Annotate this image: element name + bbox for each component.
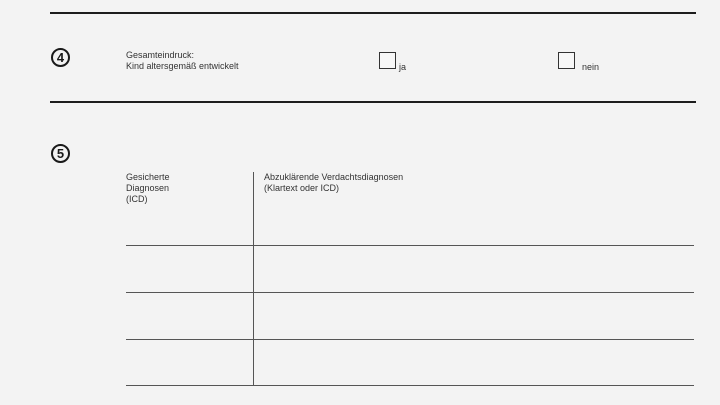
suspected-header-line-2: (Klartext oder ICD) — [264, 183, 340, 193]
suspected-diagnoses-column-header — [264, 172, 403, 194]
section-5-number: 5 — [51, 144, 70, 163]
diagnoses-header-line-1: Gesicherte — [126, 172, 170, 182]
table-row-line-2[interactable] — [126, 292, 694, 293]
question-subtitle: Kind altersgemäß entwickelt — [126, 61, 239, 71]
checkbox-nein[interactable] — [558, 52, 575, 69]
diagnoses-header-line-3: (ICD) — [126, 194, 148, 204]
section-4-question — [126, 50, 239, 72]
section-divider — [50, 101, 696, 103]
question-title: Gesamteindruck: — [126, 50, 195, 60]
section-4-number: 4 — [51, 48, 70, 67]
table-column-divider — [253, 172, 254, 386]
diagnoses-column-header — [126, 172, 170, 205]
checkbox-ja-label: ja — [399, 62, 407, 72]
top-divider — [50, 12, 696, 14]
checkbox-ja[interactable] — [379, 52, 396, 69]
table-row-line-4[interactable] — [126, 385, 694, 386]
table-row-line-1[interactable] — [126, 245, 694, 246]
table-row-line-3[interactable] — [126, 339, 694, 340]
diagnoses-header-line-2: Diagnosen — [126, 183, 170, 193]
suspected-header-line-1: Abzuklärende Verdachtsdiagnosen — [264, 172, 404, 182]
checkbox-nein-label: nein — [582, 62, 600, 72]
